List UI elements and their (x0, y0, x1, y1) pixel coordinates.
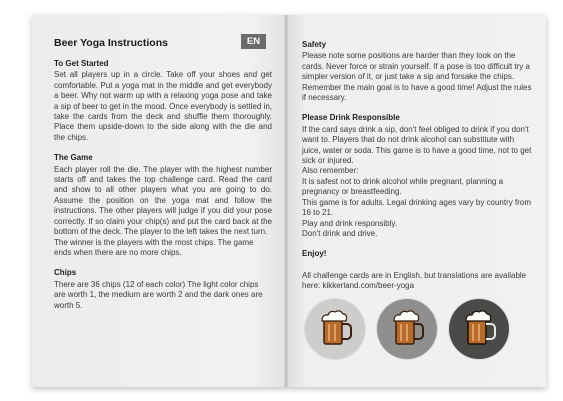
drink-line: Don't drink and drive. (302, 228, 378, 238)
section-heading-get-started: To Get Started (54, 59, 109, 68)
language-badge: EN (241, 34, 266, 49)
left-column (54, 59, 272, 311)
booklet-spine (284, 15, 288, 387)
medium-chip (376, 298, 438, 360)
section-heading-drink-responsible: Please Drink Responsible (302, 113, 400, 123)
left-page (32, 15, 286, 387)
section-heading-safety: Safety (302, 40, 327, 49)
dark-chip (448, 298, 510, 360)
drink-line: This game is for adults. Legal drinking ages vary by country from 16 to 21. (302, 197, 531, 218)
drink-line: Play and drink responsibly. (302, 218, 398, 228)
enjoy-heading: Enjoy! (302, 249, 327, 259)
drink-line: Also remember: (302, 166, 359, 176)
section-body-the-game-winner: The winner is the players with the most chips. The game ends when there are no more chips. (54, 237, 254, 257)
section-body-chips: There are 36 chips (12 of each color) The light color chips are worth 1, the medium are worth 2 and the dark ones are worth 5. (54, 279, 263, 310)
page-title: Beer Yoga Instructions (54, 37, 168, 49)
beer-mug-icon (304, 298, 366, 360)
section-heading-the-game: The Game (54, 153, 93, 163)
instruction-booklet (32, 15, 546, 387)
translations-note: All challenge cards are in English, but translations are available here: kikkerland.com/beer-yoga (302, 270, 527, 291)
light-chip (304, 298, 366, 360)
right-column (302, 40, 534, 292)
section-heading-chips: Chips (54, 268, 77, 278)
section-body-safety: Please note some positions are harder than they look on the cards. Never force or strain yourself. If a pose is too difficult try a simpler version of it, or just take a sip and forsake the chips. Remember the main goal is to have a good time! Adjust the rules if necessary. (302, 51, 532, 103)
beer-mug-icon (448, 298, 510, 360)
section-body-the-game: Each player roll the die. The player with the highest number starts off and takes the top challenge card. Read the card and show to all other players what you are going to do. Assume the position on the yoga mat and follow the instructions. The other players will judge if you did your pose correctly. If so claim your chip(s) and put the card back at the bottom of the deck. The player to the left takes the next turn. (54, 164, 272, 237)
beer-mug-icon (376, 298, 438, 360)
drink-line: It is safest not to drink alcohol while pregnant, planning a pregnancy or breastfeeding. (302, 176, 504, 197)
drink-line: If the card says drink a sip, don't feel obliged to drink if you don't want to. Players that do not drink alcohol can substitute with juice, water or soda. This game is to have a good time, not to get sick or injured. (302, 124, 532, 166)
section-body-get-started: Set all players up in a circle. Take off your shoes and get comfortable. Put a yoga mat in the middle and get everybody a beer. Why not warm up with a relaxing yoga pose and take a sip of beer to get in the mood. Once everybody is settled in, take the cards from the deck and shuffle them thoroughly. Place them upside-down to the side along with the die and the chips. (54, 70, 272, 142)
chip-illustrations (304, 298, 544, 368)
right-page (286, 15, 546, 387)
